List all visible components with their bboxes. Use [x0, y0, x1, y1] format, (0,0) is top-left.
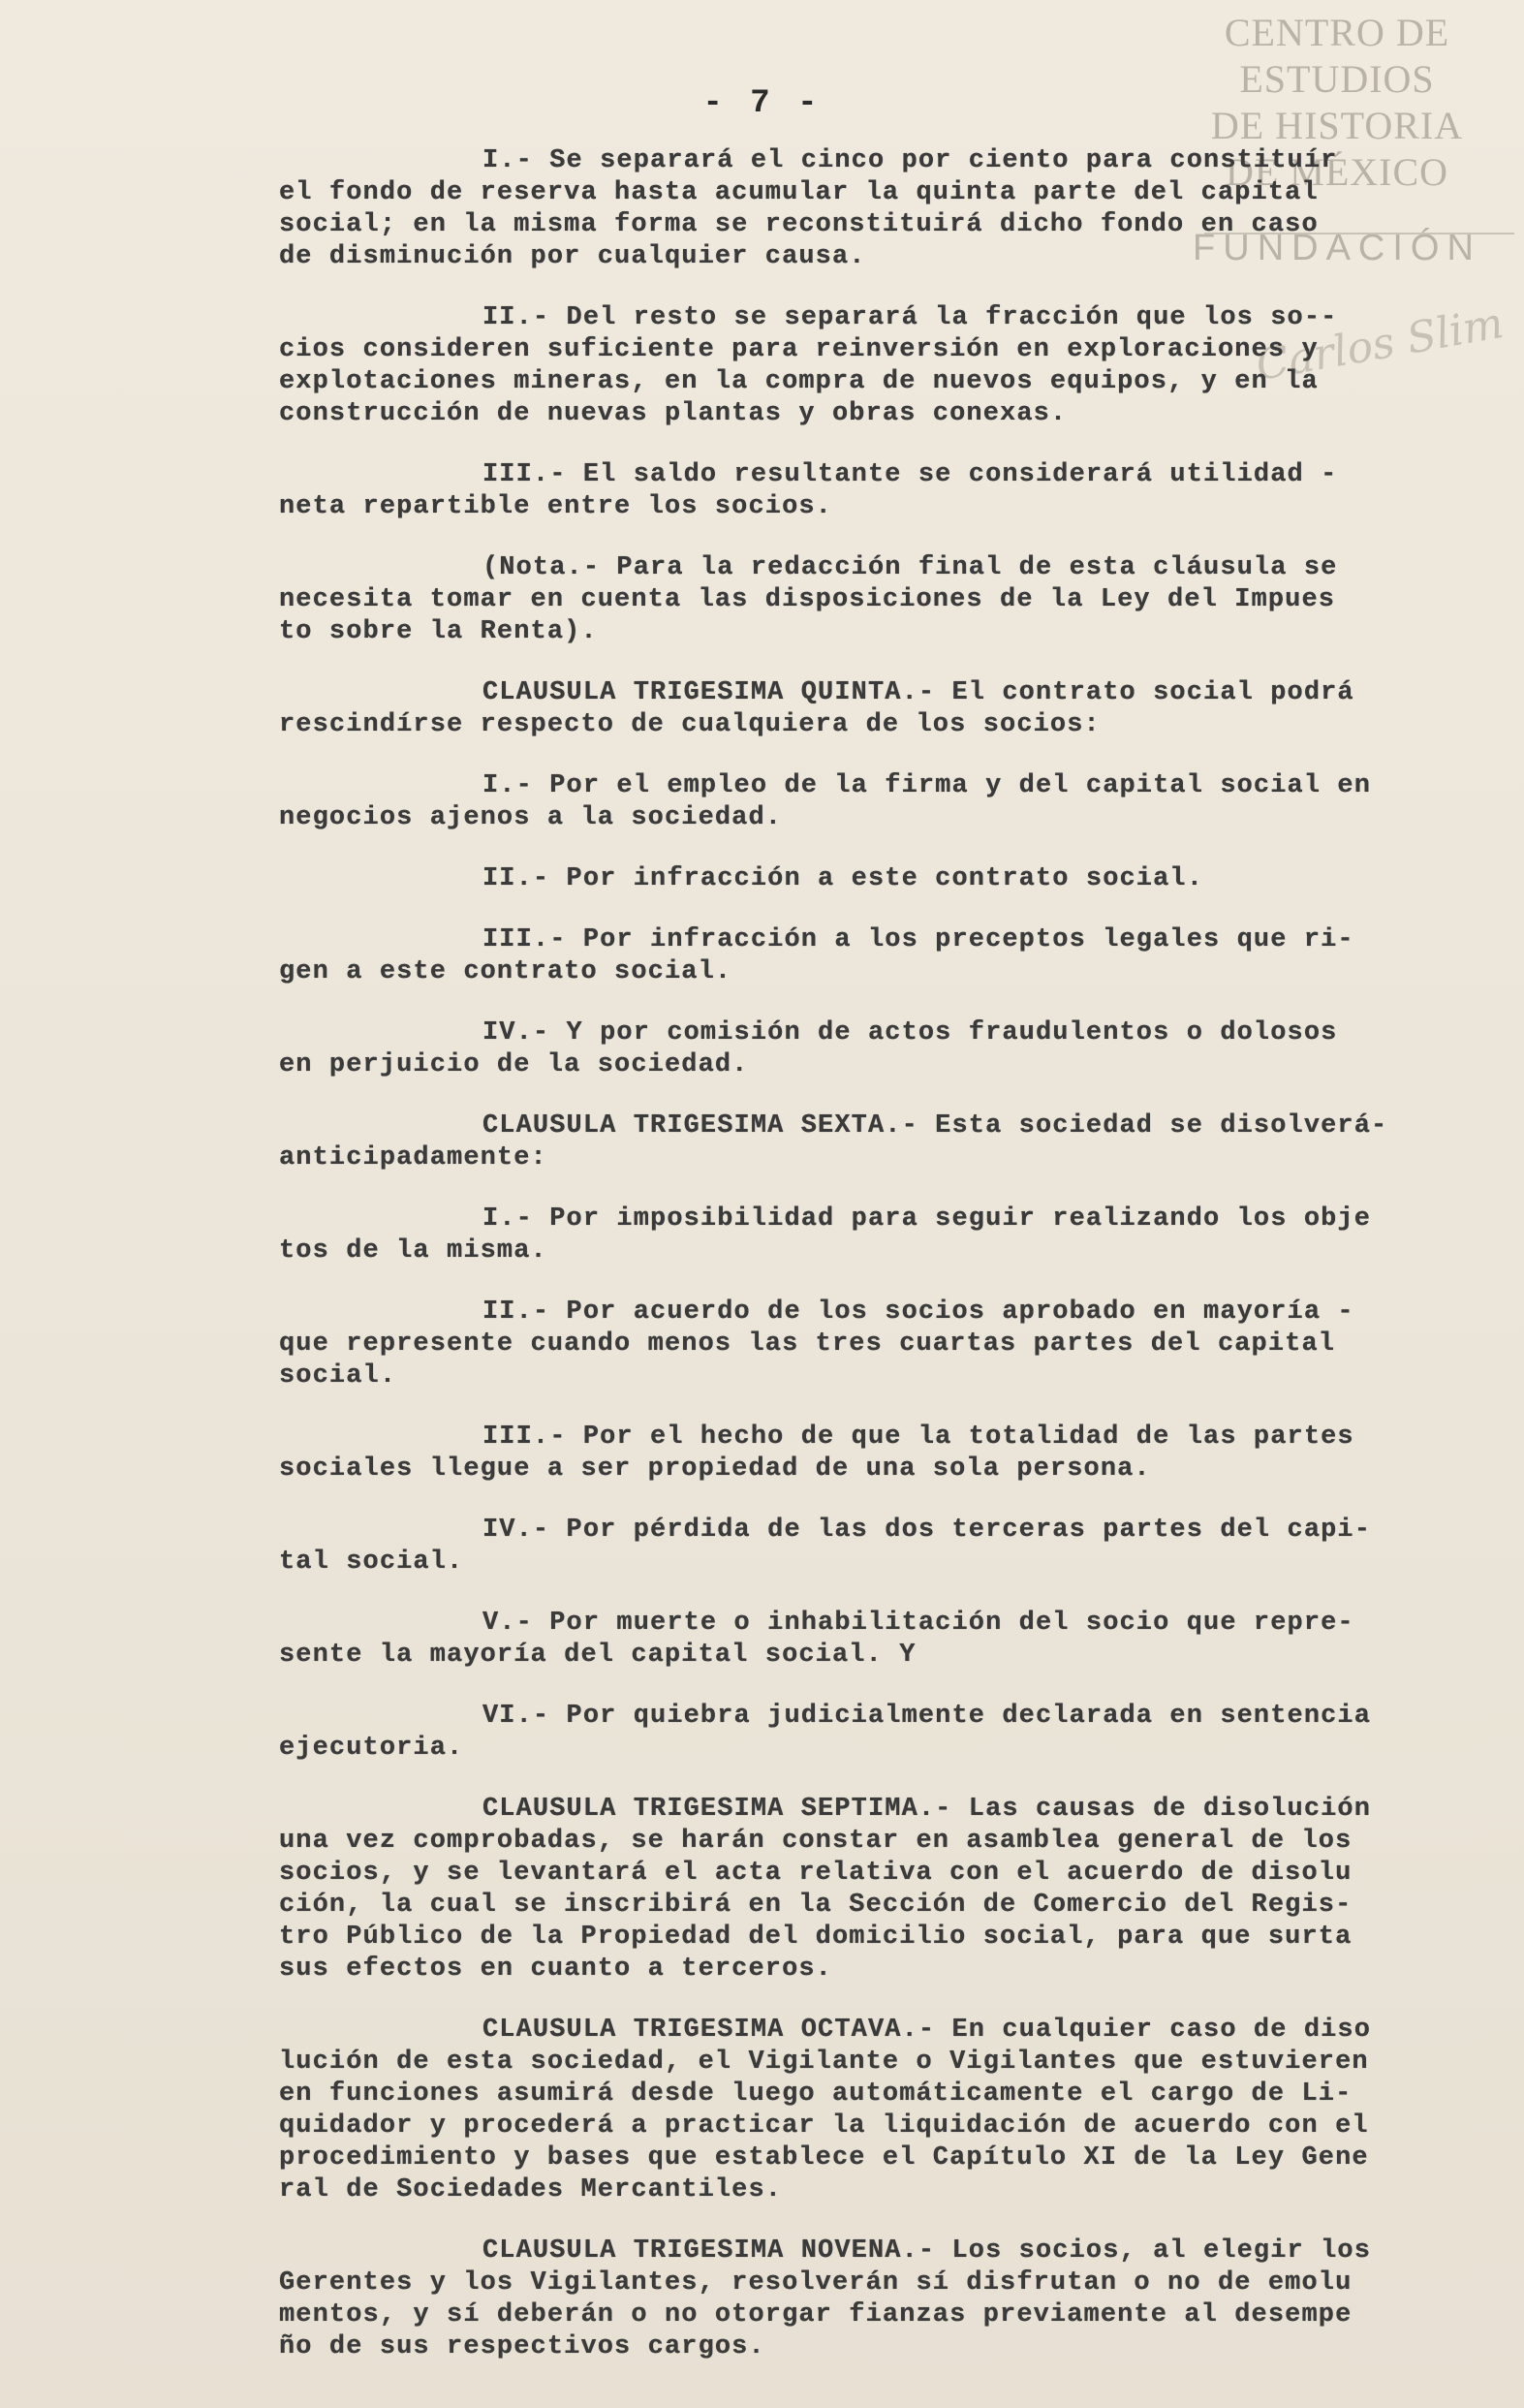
text-line: CLAUSULA TRIGESIMA SEXTA.- Esta sociedad se disolverá-: [482, 1111, 1388, 1141]
text-line: tro Público de la Propiedad del domicilio social, para que surta: [279, 1923, 1353, 1952]
watermark-foundation: FUNDACIÓN: [1193, 228, 1481, 268]
text-line: ral de Sociedades Mercantiles.: [279, 2175, 783, 2205]
paragraph: [279, 1204, 1471, 1267]
paragraph: [279, 1110, 1471, 1174]
paragraph: [279, 2236, 1471, 2363]
watermark-line: DE HISTORIA: [1210, 104, 1464, 147]
text-line: I.- Por imposibilidad para seguir realizando los obje: [482, 1204, 1372, 1234]
text-line: II.- Por infracción a este contrato social.: [482, 864, 1204, 893]
page-number: - 7 -: [702, 85, 822, 122]
paragraph: [279, 302, 1471, 430]
text-line: Gerentes y los Vigilantes, resolverán sí disfrutan o no de emolu: [279, 2268, 1353, 2298]
text-line: CLAUSULA TRIGESIMA QUINTA.- El contrato social podrá: [482, 678, 1354, 707]
text-line: necesita tomar en cuenta las disposiciones de la Ley del Impues: [279, 585, 1336, 614]
text-line: II.- Por acuerdo de los socios aprobado en mayoría -: [482, 1298, 1354, 1327]
text-line: (Nota.- Para la redacción final de esta cláusula se: [482, 553, 1338, 582]
paragraph: [279, 770, 1471, 834]
text-line: V.- Por muerte o inhabilitación del socio que repre-: [482, 1609, 1354, 1638]
text-line: I.- Se separará el cinco por ciento para constituír: [482, 146, 1338, 175]
text-line: sociales llegue a ser propiedad de una sola persona.: [279, 1454, 1151, 1484]
paragraph: [279, 1701, 1471, 1765]
paragraph: [279, 145, 1471, 273]
text-line: tal social.: [279, 1548, 464, 1577]
text-line: en perjuicio de la sociedad.: [279, 1050, 749, 1079]
text-line: III.- El saldo resultante se considerará utilidad -: [482, 460, 1338, 489]
watermark-line: ESTUDIOS: [1239, 57, 1435, 101]
text-line: rescindírse respecto de cualquiera de los socios:: [279, 710, 1101, 739]
text-line: mentos, y sí deberán o no otorgar fianzas previamente al desempe: [279, 2300, 1353, 2330]
watermark-line: DE MÉXICO: [1225, 150, 1449, 194]
text-line: socios, y se levantará el acta relativa con el acuerdo de disolu: [279, 1859, 1353, 1888]
text-line: una vez comprobadas, se harán constar en asamblea general de los: [279, 1827, 1353, 1856]
document-body: [279, 145, 1471, 2392]
text-line: ño de sus respectivos cargos.: [279, 2332, 765, 2361]
text-line: III.- Por infracción a los preceptos legales que ri-: [482, 925, 1354, 954]
text-line: cios consideren suficiente para reinversión en exploraciones y: [279, 335, 1319, 364]
text-line: social; en la misma forma se reconstituirá dicho fondo en caso: [279, 210, 1319, 239]
text-line: negocios ajenos a la sociedad.: [279, 803, 783, 832]
text-line: tos de la misma.: [279, 1236, 547, 1266]
text-line: IV.- Y por comisión de actos fraudulentos o dolosos: [482, 1018, 1338, 1048]
text-line: sus efectos en cuanto a terceros.: [279, 1955, 832, 1984]
paragraph: [279, 1422, 1471, 1485]
text-line: ción, la cual se inscribirá en la Sección de Comercio del Regis-: [279, 1891, 1353, 1920]
text-line: construcción de nuevas plantas y obras conexas.: [279, 399, 1068, 428]
text-line: I.- Por el empleo de la firma y del capital social en: [482, 771, 1372, 800]
text-line: social.: [279, 1361, 397, 1391]
paragraph: [279, 552, 1471, 648]
text-line: lución de esta sociedad, el Vigilante o Vigilantes que estuvieren: [279, 2048, 1369, 2077]
paragraph: [279, 459, 1471, 523]
text-line: quidador y procederá a practicar la liquidación de acuerdo con el: [279, 2111, 1369, 2141]
text-line: CLAUSULA TRIGESIMA SEPTIMA.- Las causas de disolución: [482, 1795, 1372, 1824]
text-line: neta repartible entre los socios.: [279, 492, 832, 521]
paragraph: [279, 1297, 1471, 1392]
text-line: explotaciones mineras, en la compra de nuevos equipos, y en la: [279, 367, 1319, 396]
text-line: el fondo de reserva hasta acumular la quinta parte del capital: [279, 178, 1319, 207]
text-line: VI.- Por quiebra judicialmente declarada en sentencia: [482, 1702, 1372, 1731]
paragraph: [279, 1515, 1471, 1579]
paragraph: [279, 1608, 1471, 1672]
text-line: que represente cuando menos las tres cuartas partes del capital: [279, 1329, 1336, 1359]
text-line: III.- Por el hecho de que la totalidad de las partes: [482, 1423, 1354, 1452]
text-line: ejecutoria.: [279, 1734, 464, 1763]
text-line: en funciones asumirá desde luego automáticamente el cargo de Li-: [279, 2080, 1353, 2109]
watermark-line: CENTRO DE: [1224, 11, 1450, 54]
text-line: IV.- Por pérdida de las dos terceras partes del capi-: [482, 1516, 1372, 1545]
paragraph: [279, 1017, 1471, 1081]
text-line: procedimiento y bases que establece el Capítulo XI de la Ley Gene: [279, 2143, 1369, 2173]
paragraph: [279, 924, 1471, 988]
text-line: II.- Del resto se separará la fracción que los so--: [482, 303, 1338, 332]
text-line: de disminución por cualquier causa.: [279, 242, 866, 271]
paragraph: [279, 677, 1471, 741]
text-line: CLAUSULA TRIGESIMA NOVENA.- Los socios, al elegir los: [482, 2236, 1372, 2266]
text-line: CLAUSULA TRIGESIMA OCTAVA.- En cualquier caso de diso: [482, 2016, 1372, 2045]
text-line: to sobre la Renta).: [279, 617, 598, 646]
paragraph: [279, 1794, 1471, 1986]
text-line: sente la mayoría del capital social. Y: [279, 1641, 917, 1670]
text-line: gen a este contrato social.: [279, 957, 732, 986]
text-line: anticipadamente:: [279, 1143, 547, 1173]
paragraph: [279, 2015, 1471, 2206]
paragraph: [279, 863, 1471, 895]
watermark-signature: Carlos Slim: [1252, 297, 1508, 391]
